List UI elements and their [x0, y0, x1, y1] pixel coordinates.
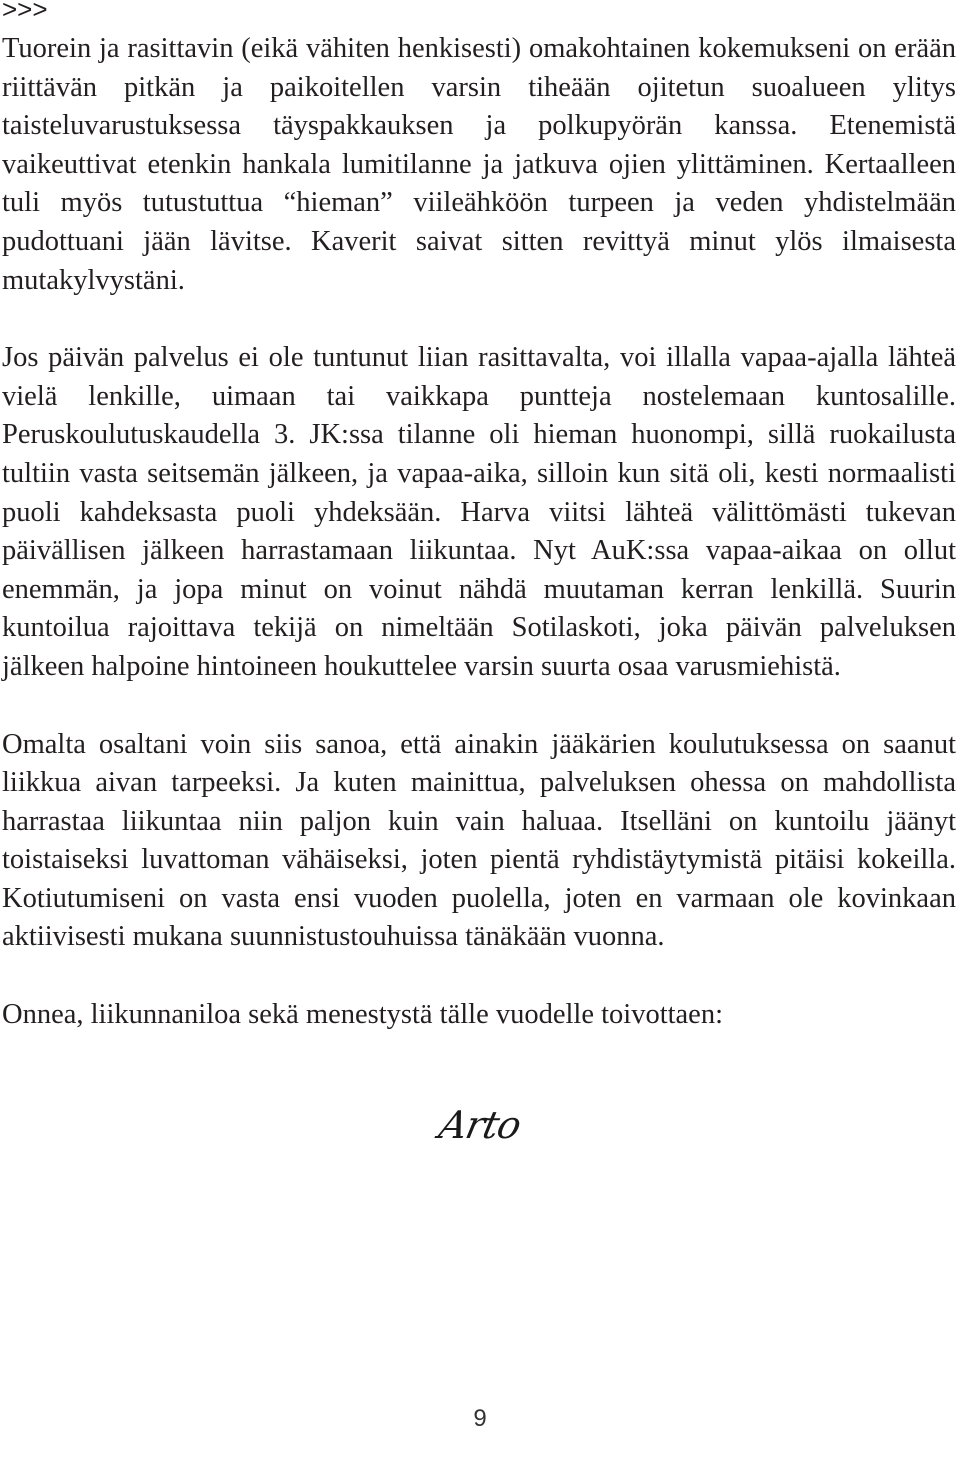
paragraph-4-closing: Onnea, liikunnaniloa sekä menestystä tälle vuodelle toivottaen:: [2, 999, 724, 1031]
paragraph-2: Jos päivän palvelus ei ole tuntunut liian rasittavalta, voi illalla vapaa-ajalla lähteä vielä lenkille, uimaan tai vaikkapa puntteja nostelemaan kuntosalille. Peruskoulutuskaudella 3. JK:ssa tilanne oli hieman huonompi, sillä ruokailusta tultiin vasta seitsemän jälkeen, ja vapaa-aika, silloin kun sitä oli, kesti normaalisti puoli kahdeksasta puoli yhdeksään. Harva viitsi lähteä välittömästi tukevan päivällisen jälkeen harrastamaan liikuntaa. Nyt AuK:ssa vapaa-aikaa on ollut enemmän, ja jopa minut on voinut nähdä muutaman kerran lenkillä. Suurin kuntoilua rajoittava tekijä on nimeltään Sotilaskoti, joka päivän palveluksen jälkeen halpoine hintoineen houkuttelee varsin suurta osaa varusmiehistä.: [2, 342, 956, 682]
article-body: [2, 30, 956, 1074]
paragraph-1: Tuorein ja rasittavin (eikä vähiten henkisesti) omakohtainen kokemukseni on erään riittävän pitkän ja paikoitellen varsin tiheään ojitetun suoalueen ylitys taisteluvarustuksessa täyspakkauksen ja polkupyörän kanssa. Etenemistä vaikeuttivat etenkin hankala lumitilanne ja jatkuva ojien ylittäminen. Kertaalleen tuli myös tutustuttua “hieman” viileähköön turpeen ja veden yhdistelmään pudottuani jään lävitse. Kaverit saivat sitten revittyä minut ylös ilmaisesta mutakylvystäni.: [2, 33, 956, 296]
signature: Arto: [435, 1103, 525, 1147]
paragraph-3: Omalta osaltani voin siis sanoa, että ainakin jääkärien koulutuksessa on saanut liikkua aivan tarpeeksi. Ja kuten mainittua, palveluksen ohessa on mahdollista harrastaa liikuntaa niin paljon kuin vain haluaa. Itselläni on kuntoilu jäänyt toistaiseksi luvattoman vähäiseksi, joten pientä ryhdistäytymistä pitäisi kokeilla. Kotiutumiseni on vasta ensi vuoden puolella, joten en varmaan ole kovinkaan aktiivisesti mukana suunnistustouhuissa tänäkään vuonna.: [2, 728, 956, 953]
page-number: 9: [473, 1405, 487, 1432]
continuation-marker: >>>: [2, 0, 48, 24]
